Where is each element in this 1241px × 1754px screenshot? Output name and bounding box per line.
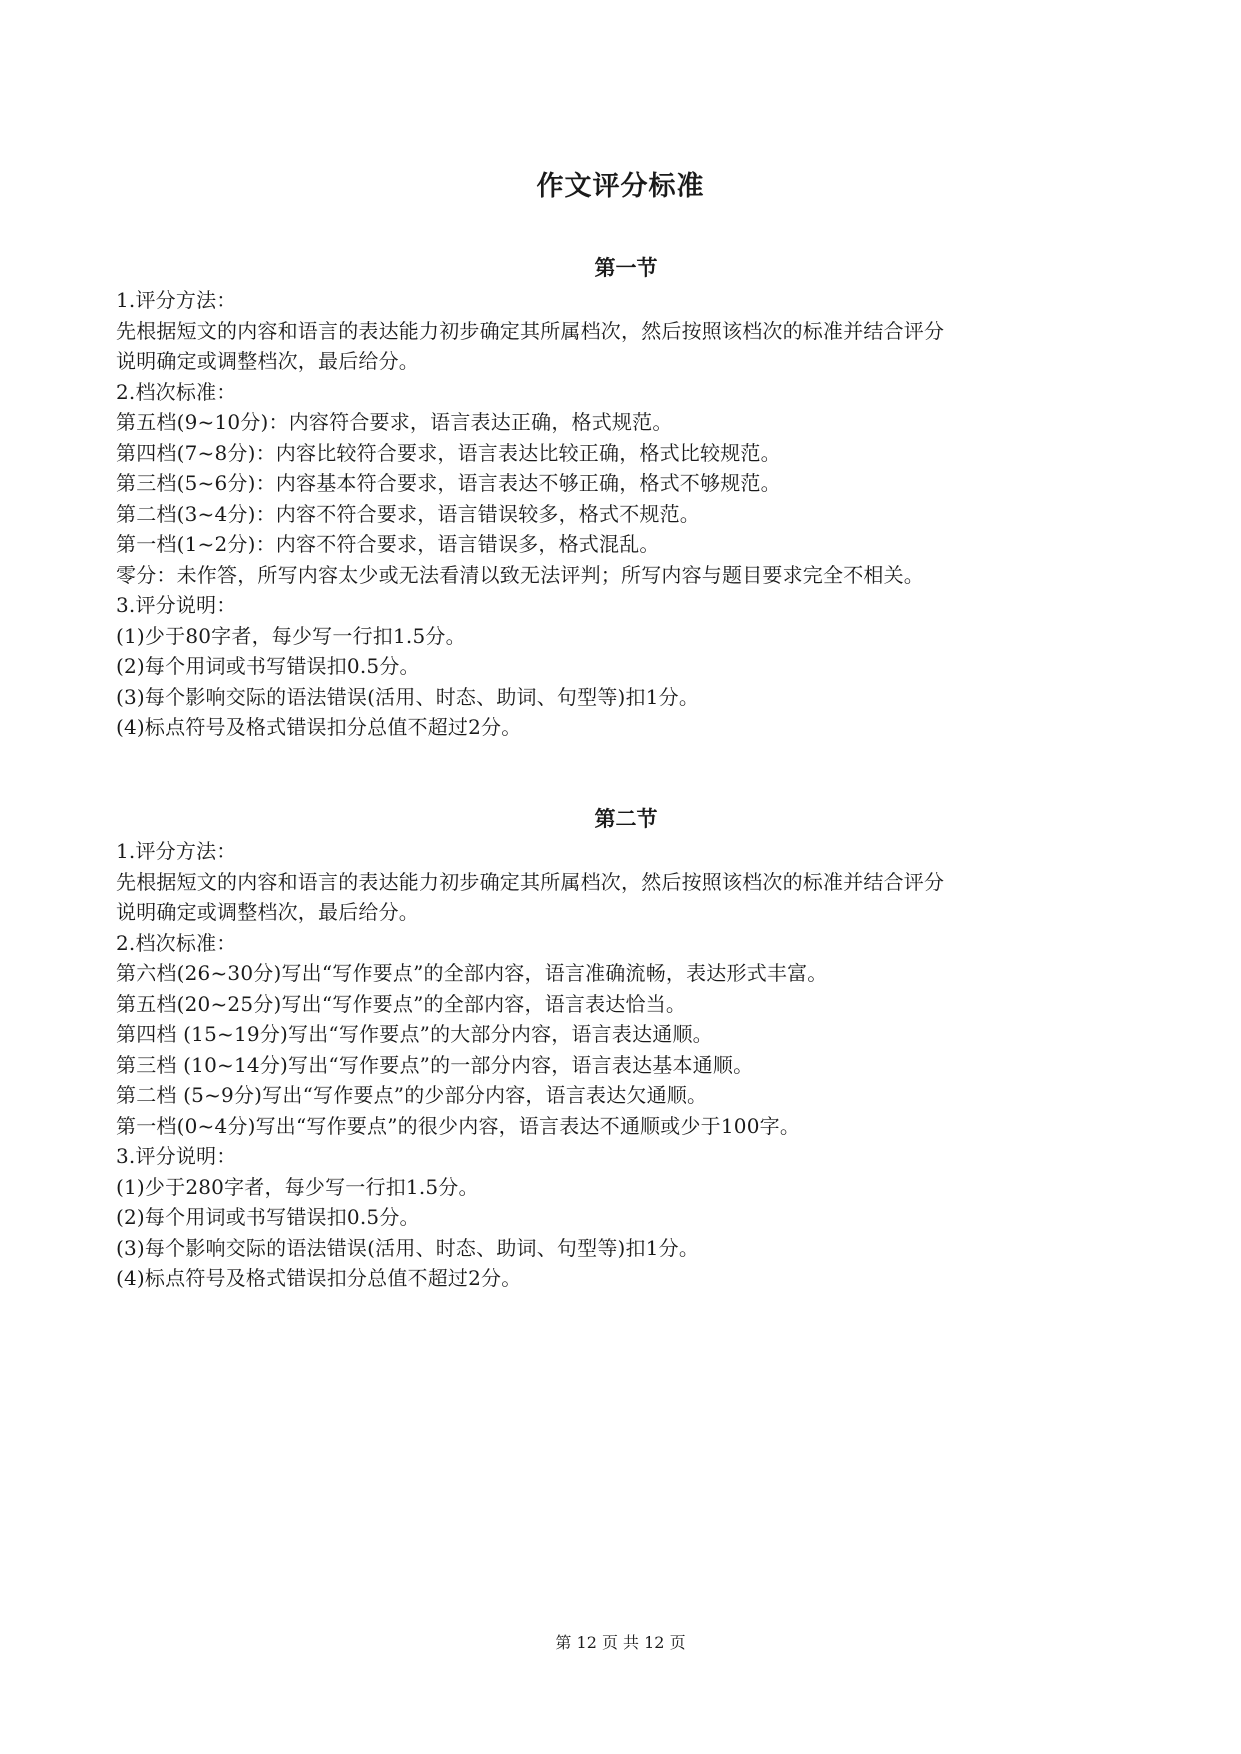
- section-one-heading: 第一节: [594, 255, 658, 280]
- paragraph-line: 第一档(0~4分)写出“写作要点”的很少内容，语言表达不通顺或少于100字。: [116, 1113, 801, 1138]
- paragraph-line: 第二档(3~4分)：内容不符合要求，语言错误较多，格式不规范。: [116, 501, 701, 526]
- paragraph-line: 1.评分方法：: [116, 839, 237, 863]
- paragraph-line: (2)每个用词或书写错误扣0.5分。: [116, 1205, 420, 1229]
- paragraph-line: (1)少于80字者，每少写一行扣1.5分。: [116, 623, 466, 648]
- paragraph-line: 说明确定或调整档次，最后给分。: [116, 349, 419, 373]
- paragraph-line: (4)标点符号及格式错误扣分总值不超过2分。: [116, 715, 522, 739]
- paragraph-line: 零分：未作答，所写内容太少或无法看清以致无法评判；所写内容与题目要求完全不相关。: [116, 562, 924, 587]
- paragraph-line: 第六档(26~30分)写出“写作要点”的全部内容，语言准确流畅，表达形式丰富。: [116, 961, 828, 985]
- paragraph-line: 第二档 (5~9分)写出“写作要点”的少部分内容，语言表达欠通顺。: [116, 1083, 708, 1107]
- paragraph-line: 说明确定或调整档次，最后给分。: [116, 900, 419, 924]
- paragraph-line: 2.档次标准：: [116, 930, 237, 955]
- section-two-heading: 第二节: [594, 806, 658, 831]
- paragraph-line: 3.评分说明：: [116, 593, 237, 617]
- paragraph-line: (3)每个影响交际的语法错误(活用、时态、助词、句型等)扣1分。: [116, 684, 700, 709]
- paragraph-line: 第一档(1~2分)：内容不符合要求，语言错误多，格式混乱。: [116, 532, 660, 556]
- paragraph-line: 第四档(7~8分)：内容比较符合要求，语言表达比较正确，格式比较规范。: [116, 440, 781, 465]
- section-one: [116, 251, 1136, 743]
- paragraph-line: (4)标点符号及格式错误扣分总值不超过2分。: [116, 1266, 522, 1290]
- paragraph-line: 先根据短文的内容和语言的表达能力初步确定其所属档次，然后按照该档次的标准并结合评分: [116, 318, 945, 343]
- paragraph-line: 第三档(5~6分)：内容基本符合要求，语言表达不够正确，格式不够规范。: [116, 471, 781, 495]
- paragraph-line: (2)每个用词或书写错误扣0.5分。: [116, 654, 420, 678]
- page-title: 作文评分标准: [536, 171, 705, 202]
- paragraph-line: 3.评分说明：: [116, 1144, 237, 1168]
- paragraph-line: 2.档次标准：: [116, 379, 237, 404]
- paragraph-line: 第五档(20~25分)写出“写作要点”的全部内容，语言表达恰当。: [116, 991, 687, 1016]
- page-footer: 第 12 页 共 12 页: [555, 1633, 686, 1652]
- section-two: [116, 802, 1136, 1294]
- paragraph-line: (3)每个影响交际的语法错误(活用、时态、助词、句型等)扣1分。: [116, 1235, 700, 1260]
- paragraph-line: 第五档(9~10分)：内容符合要求，语言表达正确，格式规范。: [116, 410, 673, 434]
- paragraph-line: 1.评分方法：: [116, 288, 237, 312]
- paragraph-line: 第三档 (10~14分)写出“写作要点”的一部分内容，语言表达基本通顺。: [116, 1052, 754, 1077]
- paragraph-line: 第四档 (15~19分)写出“写作要点”的大部分内容，语言表达通顺。: [116, 1022, 713, 1046]
- paragraph-line: (1)少于280字者，每少写一行扣1.5分。: [116, 1174, 479, 1199]
- paragraph-line: 先根据短文的内容和语言的表达能力初步确定其所属档次，然后按照该档次的标准并结合评分: [116, 869, 945, 894]
